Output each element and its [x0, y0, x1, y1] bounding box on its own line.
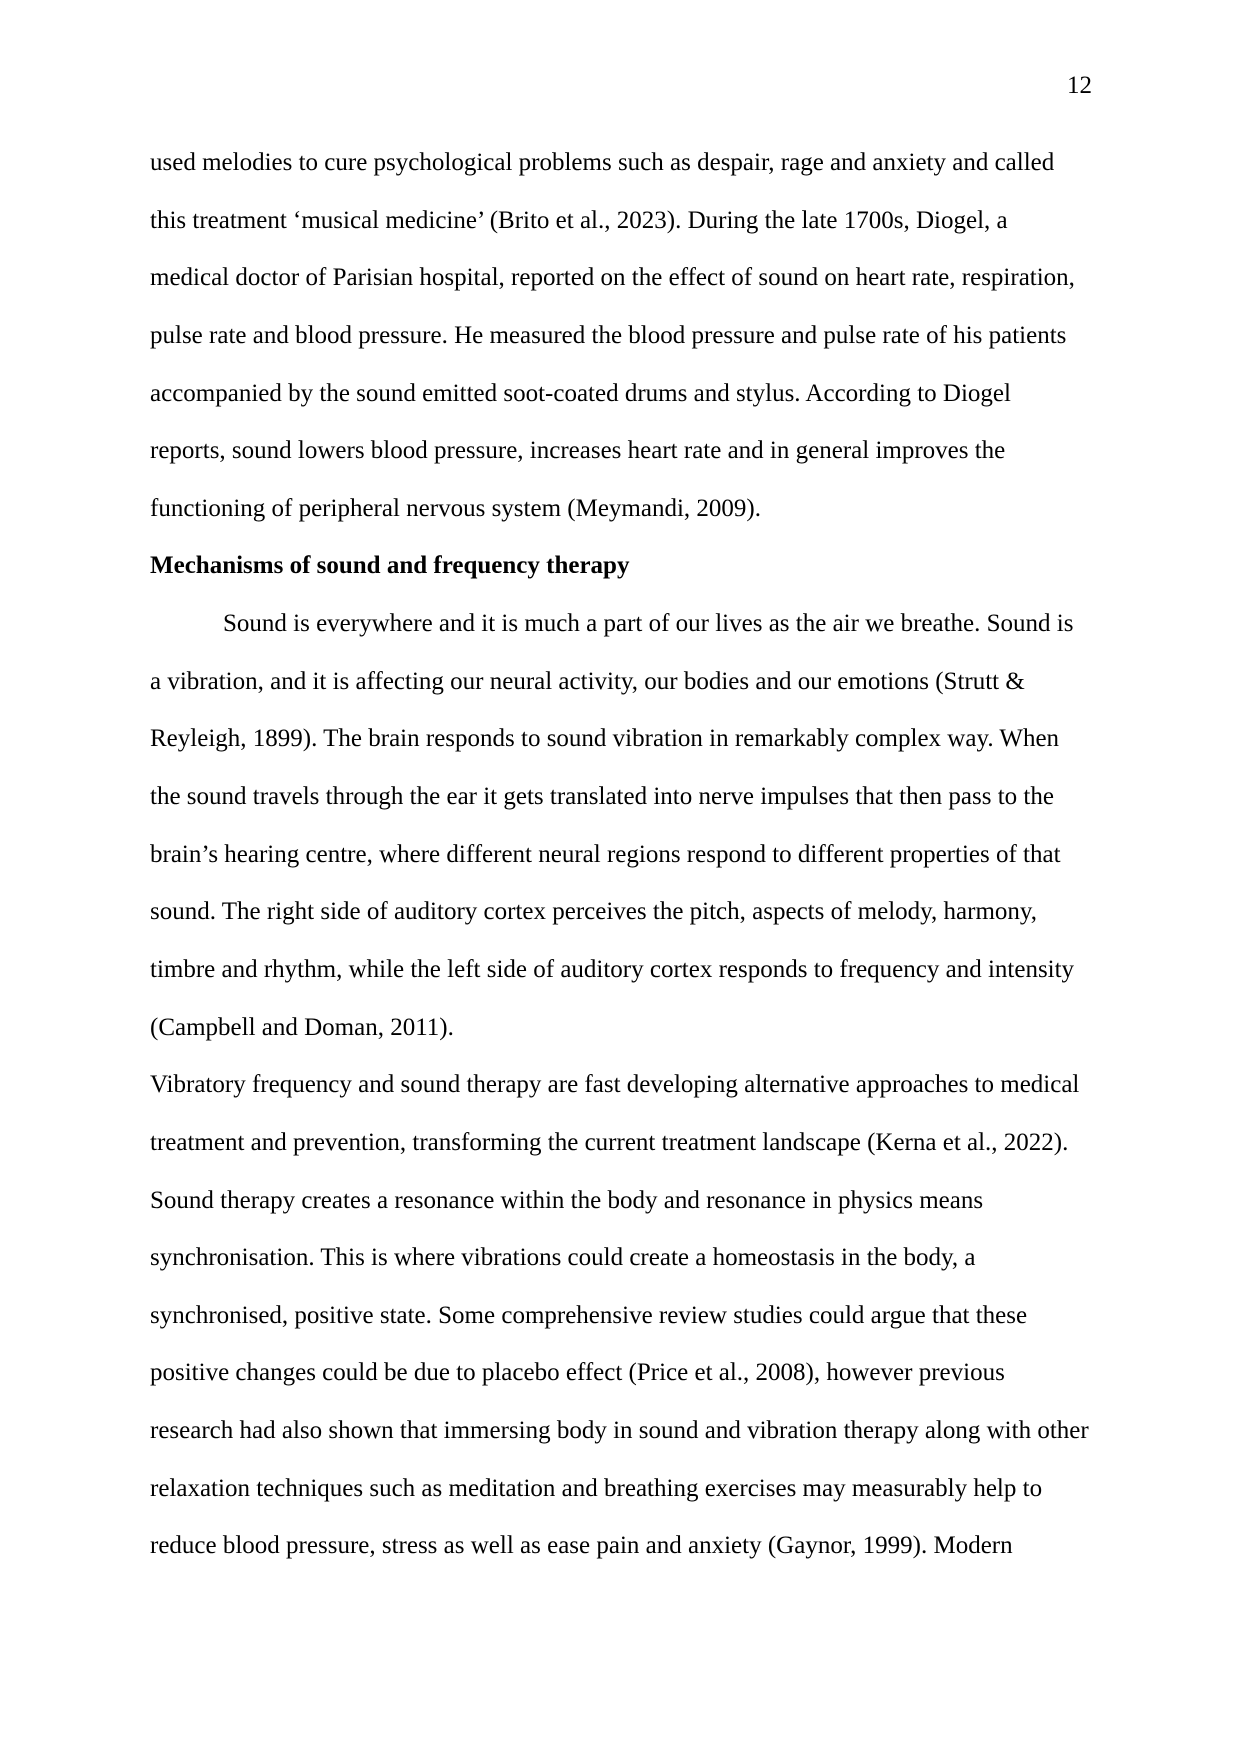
paragraph-musical-medicine-history-line: reports, sound lowers blood pressure, increases heart rate and in general improves the: [150, 437, 1006, 465]
paragraph-vibratory-frequency-therapy-line: synchronised, positive state. Some comprehensive review studies could argue that these: [150, 1301, 1028, 1329]
paragraph-sound-and-brain-line: a vibration, and it is affecting our neural activity, our bodies and our emotions (Strutt &: [150, 667, 1025, 695]
page-number: 12: [1067, 72, 1092, 99]
paragraph-sound-and-brain-line: Sound is everywhere and it is much a part of our lives as the air we breathe. Sound is: [223, 610, 1074, 638]
paragraph-vibratory-frequency-therapy-line: synchronisation. This is where vibrations could create a homeostasis in the body, a: [150, 1244, 976, 1272]
paragraph-vibratory-frequency-therapy-line: research had also shown that immersing body in sound and vibration therapy along with other: [150, 1417, 1089, 1445]
paragraph-musical-medicine-history-line: accompanied by the sound emitted soot-coated drums and stylus. According to Diogel: [150, 379, 1011, 407]
paragraph-musical-medicine-history-line: this treatment ‘musical medicine’ (Brito et al., 2023). During the late 1700s, Diogel, a: [150, 206, 1008, 234]
paragraph-musical-medicine-history-line: used melodies to cure psychological problems such as despair, rage and anxiety and called: [150, 149, 1055, 176]
paragraph-sound-and-brain-line: Reyleigh, 1899). The brain responds to sound vibration in remarkably complex way. When: [150, 725, 1060, 753]
document-body: [150, 134, 1110, 1575]
paragraph-musical-medicine-history-line: pulse rate and blood pressure. He measured the blood pressure and pulse rate of his patients: [150, 321, 1067, 349]
paragraph-sound-and-brain-line: brain’s hearing centre, where different neural regions respond to different properties of that: [150, 840, 1061, 868]
paragraph-vibratory-frequency-therapy-line: relaxation techniques such as meditation and breathing exercises may measurably help to: [150, 1474, 1043, 1502]
paragraph-vibratory-frequency-therapy-line: Vibratory frequency and sound therapy are fast developing alternative approaches to medical: [150, 1071, 1080, 1099]
paragraph-sound-and-brain-line: sound. The right side of auditory cortex perceives the pitch, aspects of melody, harmony,: [150, 898, 1038, 926]
paragraph-vibratory-frequency-therapy-line: reduce blood pressure, stress as well as ease pain and anxiety (Gaynor, 1999). Modern: [150, 1532, 1013, 1560]
paragraph-sound-and-brain-line: the sound travels through the ear it gets translated into nerve impulses that then pass to the: [150, 783, 1054, 811]
paragraph-vibratory-frequency-therapy-line: positive changes could be due to placebo effect (Price et al., 2008), however previous: [150, 1359, 1005, 1387]
paragraph-musical-medicine-history-line: medical doctor of Parisian hospital, reported on the effect of sound on heart rate, respiration,: [150, 264, 1075, 292]
paragraph-musical-medicine-history-line: functioning of peripheral nervous system (Meymandi, 2009).: [150, 494, 761, 522]
paragraph-sound-and-brain-line: (Campbell and Doman, 2011).: [150, 1013, 454, 1041]
section-heading-line: Mechanisms of sound and frequency therapy: [150, 552, 630, 580]
paragraph-sound-and-brain-line: timbre and rhythm, while the left side of auditory cortex responds to frequency and intensity: [150, 955, 1075, 983]
paragraph-vibratory-frequency-therapy-line: Sound therapy creates a resonance within the body and resonance in physics means: [150, 1186, 984, 1214]
paragraph-vibratory-frequency-therapy-line: treatment and prevention, transforming the current treatment landscape (Kerna et al., 2022).: [150, 1128, 1069, 1156]
